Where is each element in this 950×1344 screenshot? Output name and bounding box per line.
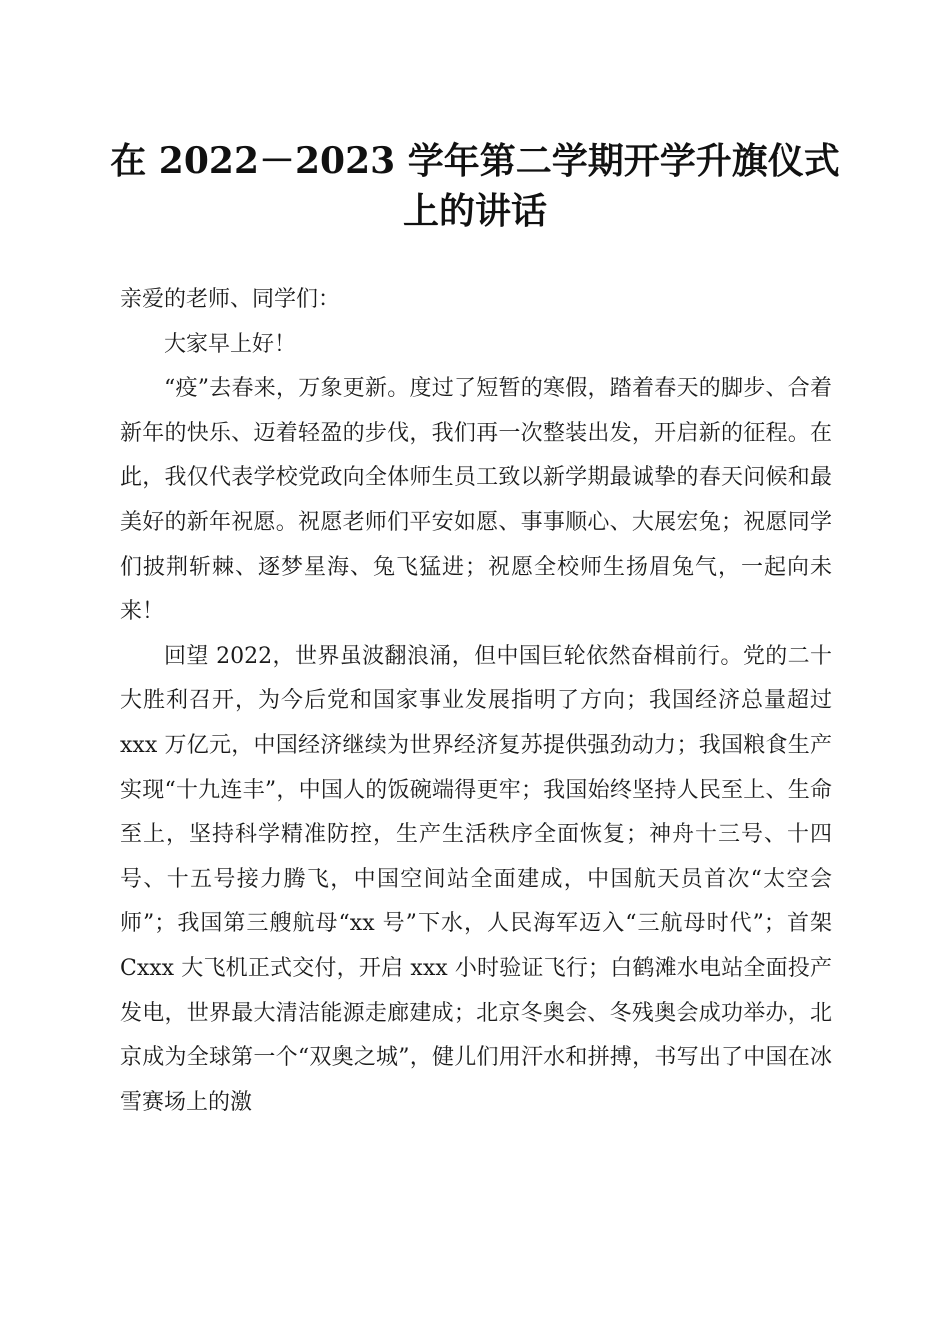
document-body: [120, 278, 832, 1125]
paragraph-new-semester: “疫”去春来，万象更新。度过了短暂的寒假，踏着春天的脚步、合着新年的快乐、迈着轻盈的步伐，我们再一次整装出发，开启新的征程。在此，我仅代表学校党政向全体师生员工致以新学期最诚挚的春天问候和最美好的新年祝愿。祝愿老师们平安如愿、事事顺心、大展宏兔；祝愿同学们披荆斩棘、逐梦星海、兔飞猛进；祝愿全校师生扬眉兔气，一起向未来！: [120, 376, 832, 625]
paragraph-review-2022: 回望 2022，世界虽波翻浪涌，但中国巨轮依然奋楫前行。党的二十大胜利召开，为今后党和国家事业发展指明了方向；我国经济总量超过 xxx 万亿元，中国经济继续为世界经济复苏提供强劲动力；我国粮食生产实现“十九连丰”，中国人的饭碗端得更牢；我国始终坚持人民至上、生命至上，坚持科学精准防控，生产生活秩序全面恢复；神舟十三号、十四号、十五号接力腾飞，中国空间站全面建成，中国航天员首次“太空会师”；我国第三艘航母“xx 号”下水，人民海军迈入“三航母时代”；首架 Cxxx 大飞机正式交付，开启 xxx 小时验证飞行；白鹤滩水电站全面投产发电，世界最大清洁能源走廊建成；北京冬奥会、冬残奥会成功举办，北京成为全球第一个“双奥之城”，健儿们用汗水和拼搏，书写出了中国在冰雪赛场上的激: [120, 643, 832, 1115]
document-title: 在 2022－2023 学年第二学期开学升旗仪式上的讲话: [110, 140, 840, 232]
paragraph-salutation: 大家早上好！: [164, 331, 297, 357]
greeting-line: 亲爱的老师、同学们：: [120, 287, 341, 312]
